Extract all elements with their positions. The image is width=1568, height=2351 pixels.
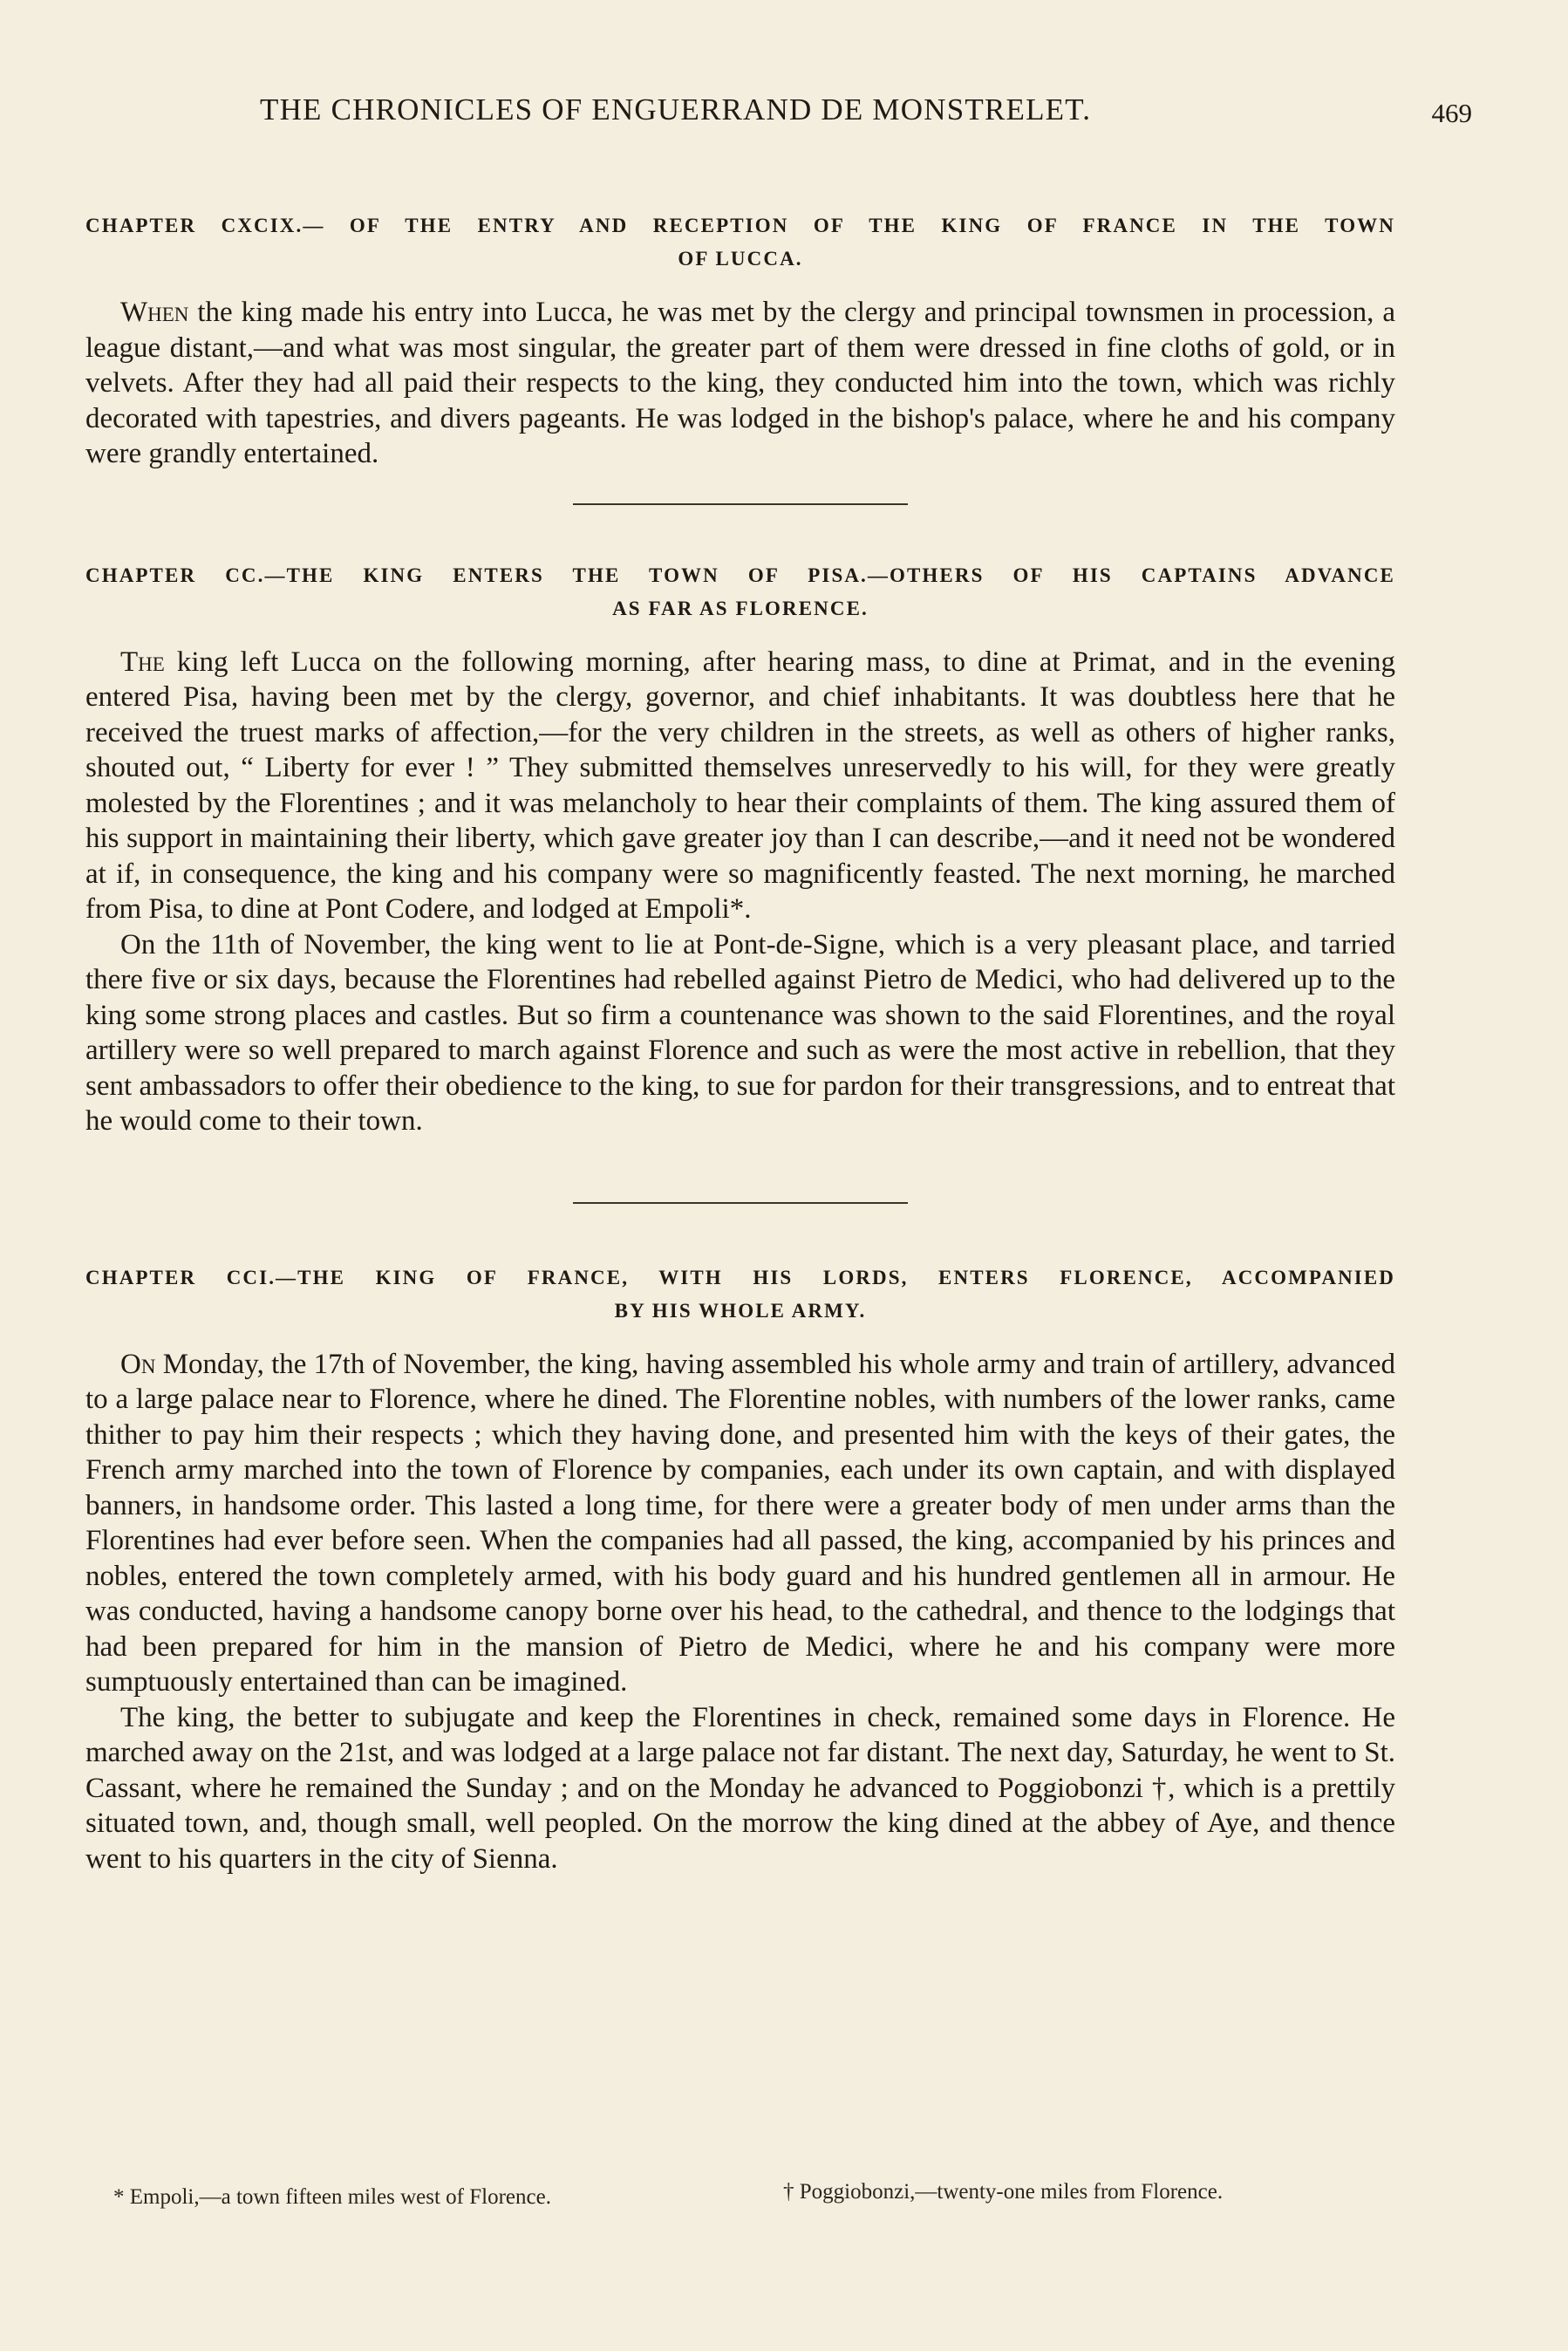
page-number: 469 <box>1431 98 1472 128</box>
paragraph <box>85 927 1395 1139</box>
chapter-heading <box>85 209 1395 276</box>
drop-word: When <box>120 297 189 328</box>
running-title: THE CHRONICLES OF ENGUERRAND DE MONSTRELET. <box>260 92 1092 126</box>
paragraph <box>85 295 1395 472</box>
section-divider <box>573 503 908 505</box>
paragraph-text: On the 11th of November, the king went to lie at Pont-de-Signe, which is a very pleasant place, and tarried there five or six days, because the Florentines had rebelled against Pietro de Medici, who had delivered up to the king some strong places and castles. But so firm a countenance was shown to the said Florentines, and the royal artillery were so well prepared to march against Florence and such as were the most active in rebellion, that they sent ambassadors to offer their obedience to the king, to sue for pardon for their transgressions, and to entreat that he would come to their town. <box>85 928 1395 1137</box>
paragraph-text: The king, the better to subjugate and keep the Florentines in check, remained some days in Florence. He marched away on the 21st, and was lodged at a large palace not far distant. The next day, Saturday, he went to St. Cassant, where he remained the Sunday ; and on the Monday he advanced to Poggiobonzi †, which is a prettily situated town, and, though small, well peopled. On the morrow the king dined at the abbey of Aye, and thence went to his quarters in the city of Sienna. <box>85 1701 1395 1875</box>
chapter-cc <box>85 559 1395 1139</box>
paragraph <box>85 1347 1395 1700</box>
chapter-cci <box>85 1261 1395 1877</box>
paragraph-text: Monday, the 17th of November, the king, having assembled his whole army and train of artillery, advanced to a large palace near to Florence, where he dined. The Florentine nobles, with numbers of the lower ranks, came thither to pay him their respects ; which they having done, and presented him with the keys of their gates, the French army marched into the town of Florence by companies, each under its own captain, and with displayed banners, in handsome order. This lasted a long time, for there were a greater body of men under arms than the Florentines had ever before seen. When the companies had all passed, the king, accompanied by his princes and nobles, entered the town completely armed, with his body guard and his hundred gentlemen all in armour. He was conducted, having a handsome canopy borne over his head, to the cathedral, and thence to the lodgings that had been prepared for him in the mansion of Pietro de Medici, where he and his company were more sumptuously entertained than can be imagined. <box>85 1348 1395 1698</box>
paragraph-text: the king made his entry into Lucca, he was met by the clergy and principal townsmen in procession, a league distant,—and what was most singular, the greater part of them were dressed in fine cloths of gold, or in velvets. After they had all paid their respects to the king, they conducted him into the town, which was richly decorated with tapestries, and divers pageants. He was lodged in the bishop's palace, where he and his company were grandly entertained. <box>85 297 1395 469</box>
chapter-heading-line: CHAPTER CXCIX.— OF THE ENTRY AND RECEPTION OF THE KING OF FRANCE IN THE TOWN <box>85 215 1395 236</box>
footnote: * Empoli,—a town fifteen miles west of Florence. <box>113 2185 551 2209</box>
chapter-heading-line: CHAPTER CCI.—THE KING OF FRANCE, WITH HIS LORDS, ENTERS FLORENCE, ACCOMPANIED <box>85 1266 1395 1288</box>
footnotes <box>113 2180 1378 2220</box>
drop-word: On <box>120 1348 156 1380</box>
chapter-cxcix <box>85 209 1395 472</box>
page-body <box>85 209 1395 1876</box>
paragraph <box>85 645 1395 927</box>
running-head <box>260 87 1472 140</box>
paragraph <box>85 1700 1395 1877</box>
chapter-heading-line: OF LUCCA. <box>678 248 803 270</box>
section-divider <box>573 1202 908 1204</box>
footnote: † Poggiobonzi,—twenty-one miles from Florence. <box>783 2180 1224 2204</box>
chapter-heading <box>85 1261 1395 1328</box>
chapter-heading-line: AS FAR AS FLORENCE. <box>612 597 869 619</box>
paragraph-text: king left Lucca on the following morning, after hearing mass, to dine at Primat, and in the evening entered Pisa, having been met by the clergy, governor, and chief inhabitants. It was doubtless here that he received the truest marks of affection,—for the very children in the streets, as well as others of higher ranks, shouted out, “ Liberty for ever ! ” They submitted themselves unreservedly to his will, for they were greatly molested by the Florentines ; and it was melancholy to hear their complaints of them. The king assured them of his support in maintaining their liberty, which gave greater joy than I can describe,—and it need not be wondered at if, in consequence, the king and his company were so magnificently feasted. The next morning, he marched from Pisa, to dine at Pont Codere, and lodged at Empoli*. <box>85 646 1395 925</box>
drop-word: The <box>120 646 165 678</box>
chapter-heading <box>85 559 1395 625</box>
chapter-heading-line: CHAPTER CC.—THE KING ENTERS THE TOWN OF PISA.—OTHERS OF HIS CAPTAINS ADVANCE <box>85 564 1395 586</box>
chapter-heading-line: BY HIS WHOLE ARMY. <box>614 1299 867 1322</box>
